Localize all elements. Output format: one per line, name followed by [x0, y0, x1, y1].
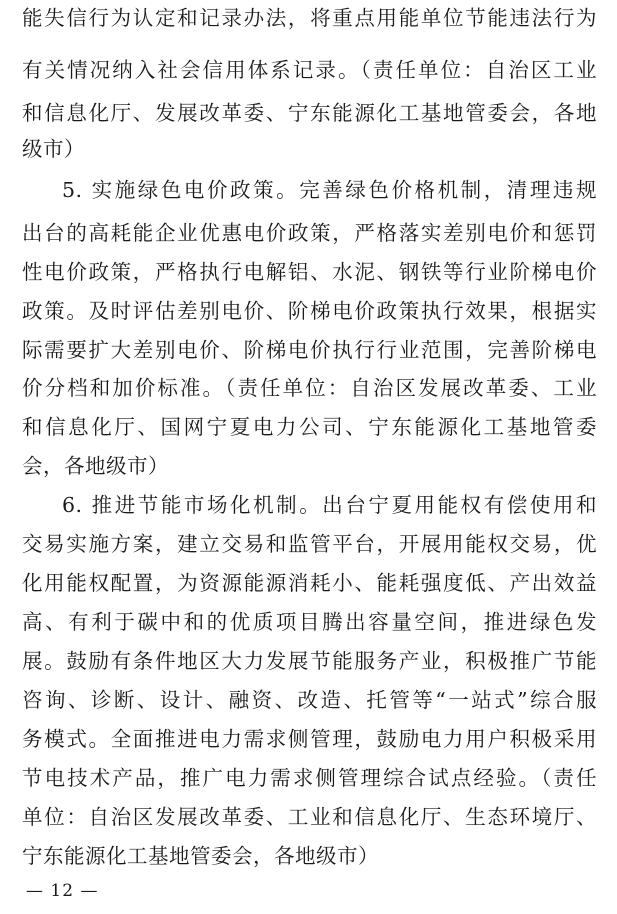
paragraph-line: 级市）	[22, 137, 85, 161]
paragraph-line: 节电技术产品，推广电力需求侧管理综合试点经验。（责任	[22, 766, 597, 790]
paragraph-line: 价分档和加价标准。（责任单位：自治区发展改革委、工业	[22, 376, 597, 400]
paragraph-line: 单位：自治区发展改革委、工业和信息化厅、生态环境厅、	[22, 805, 597, 829]
paragraph-line: 交易实施方案，建立交易和监管平台，开展用能权交易，优	[22, 532, 597, 556]
page-number: — 12 —	[26, 881, 99, 901]
paragraph-line: 宁东能源化工基地管委会，各地级市）	[22, 844, 379, 868]
paragraph-line: 出台的高耗能企业优惠电价政策，严格落实差别电价和惩罚	[22, 221, 597, 245]
paragraph-line: 能失信行为认定和记录办法，将重点用能单位节能违法行为	[22, 6, 597, 30]
section-heading-line: 6. 推进节能市场化机制。出台宁夏用能权有偿使用和	[62, 493, 597, 517]
paragraph-line: 际需要扩大差别电价、阶梯电价执行行业范围，完善阶梯电	[22, 338, 597, 362]
paragraph-line: 和信息化厅、发展改革委、宁东能源化工基地管委会，各地	[22, 101, 597, 125]
paragraph-line: 有关情况纳入社会信用体系记录。（责任单位：自治区工业	[22, 58, 597, 82]
paragraph-line: 高、有利于碳中和的优质项目腾出容量空间，推进绿色发	[22, 610, 597, 634]
paragraph-line: 会，各地级市）	[22, 454, 169, 478]
paragraph-line: 政策。及时评估差别电价、阶梯电价政策执行效果，根据实	[22, 299, 597, 323]
paragraph-line: 化用能权配置，为资源能源消耗小、能耗强度低、产出效益	[22, 571, 597, 595]
paragraph-line: 和信息化厅、国网宁夏电力公司、宁东能源化工基地管委	[22, 415, 597, 439]
paragraph-line: 咨询、诊断、设计、融资、改造、托管等“一站式”综合服	[22, 688, 597, 712]
paragraph-line: 性电价政策，严格执行电解铝、水泥、钢铁等行业阶梯电价	[22, 260, 597, 284]
paragraph-line: 务模式。全面推进电力需求侧管理，鼓励电力用户积极采用	[22, 727, 597, 751]
section-heading-line: 5. 实施绿色电价政策。完善绿色价格机制，清理违规	[62, 178, 597, 202]
paragraph-line: 展。鼓励有条件地区大力发展节能服务产业，积极推广节能	[22, 649, 597, 673]
